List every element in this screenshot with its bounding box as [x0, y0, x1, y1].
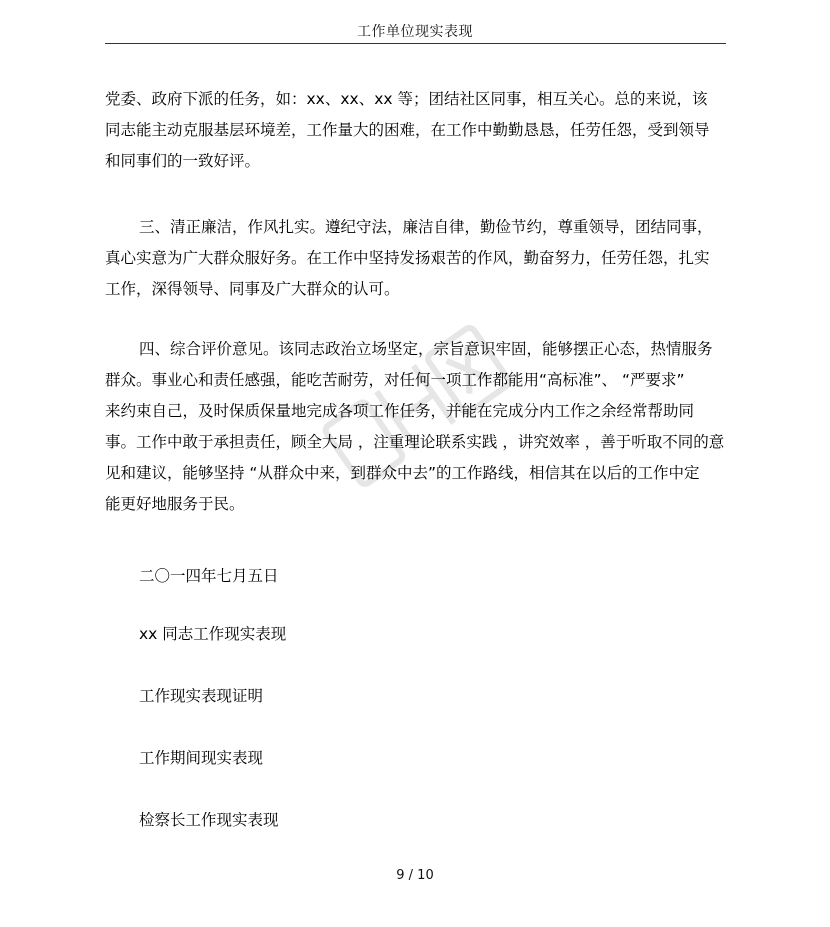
related-title-2: 工作现实表现证明	[139, 687, 264, 705]
related-title-3: 工作期间现实表现	[139, 749, 264, 767]
paragraph-1	[105, 84, 726, 177]
paragraph-line: 见和建议，能够坚持 “从群众中来，到群众中去”的工作路线，相信其在以后的工作中定	[105, 464, 700, 482]
paragraph-line: 来约束自己，及时保质保量地完成各项工作任务，并能在完成分内工作之余经常帮助同	[105, 402, 695, 420]
paragraph-line: 工作，深得领导、同事及广大群众的认可。	[105, 280, 400, 298]
paragraph-line: 群众。事业心和责任感强，能吃苦耐劳，对任何一项工作都能用“高标准”、 “严要求”	[105, 371, 685, 389]
paragraph-line: 三、清正廉洁，作风扎实。遵纪守法，廉洁自律，勤俭节约，尊重领导，团结同事，	[139, 218, 713, 236]
related-title-4: 检察长工作现实表现	[139, 811, 279, 829]
paragraph-line: 事。工作中敢于承担责任，顾全大局 ，注重理论联系实践 ，讲究效率 ，善于听取不同的意	[105, 433, 725, 451]
paragraph-line: 同志能主动克服基层环境差，工作量大的困难，在工作中勤勤恳恳，任劳任怨，受到领导	[105, 121, 710, 139]
paragraph-line: 和同事们的一致好评。	[105, 152, 261, 170]
related-title-1: xx 同志工作现实表现	[139, 625, 287, 643]
paragraph-3	[105, 334, 726, 520]
paragraph-line: 真心实意为广大群众服好务。在工作中坚持发扬艰苦的作风，勤奋努力，任劳任怨，扎实	[105, 249, 710, 267]
header-divider	[105, 43, 726, 44]
paragraph-line: 党委、政府下派的任务，如：xx、xx、xx 等；团结社区同事，相互关心。总的来说，该	[105, 90, 708, 108]
page-header-title: 工作单位现实表现	[357, 24, 473, 40]
paragraph-2	[105, 212, 726, 305]
page-number: 9 / 10	[396, 868, 434, 883]
paragraph-line: 能更好地服务于民。	[105, 495, 245, 513]
date-line: 二〇一四年七月五日	[139, 567, 279, 585]
paragraph-line: 四、综合评价意见。该同志政治立场坚定，宗旨意识牢固，能够摆正心态，热情服务	[139, 340, 713, 358]
